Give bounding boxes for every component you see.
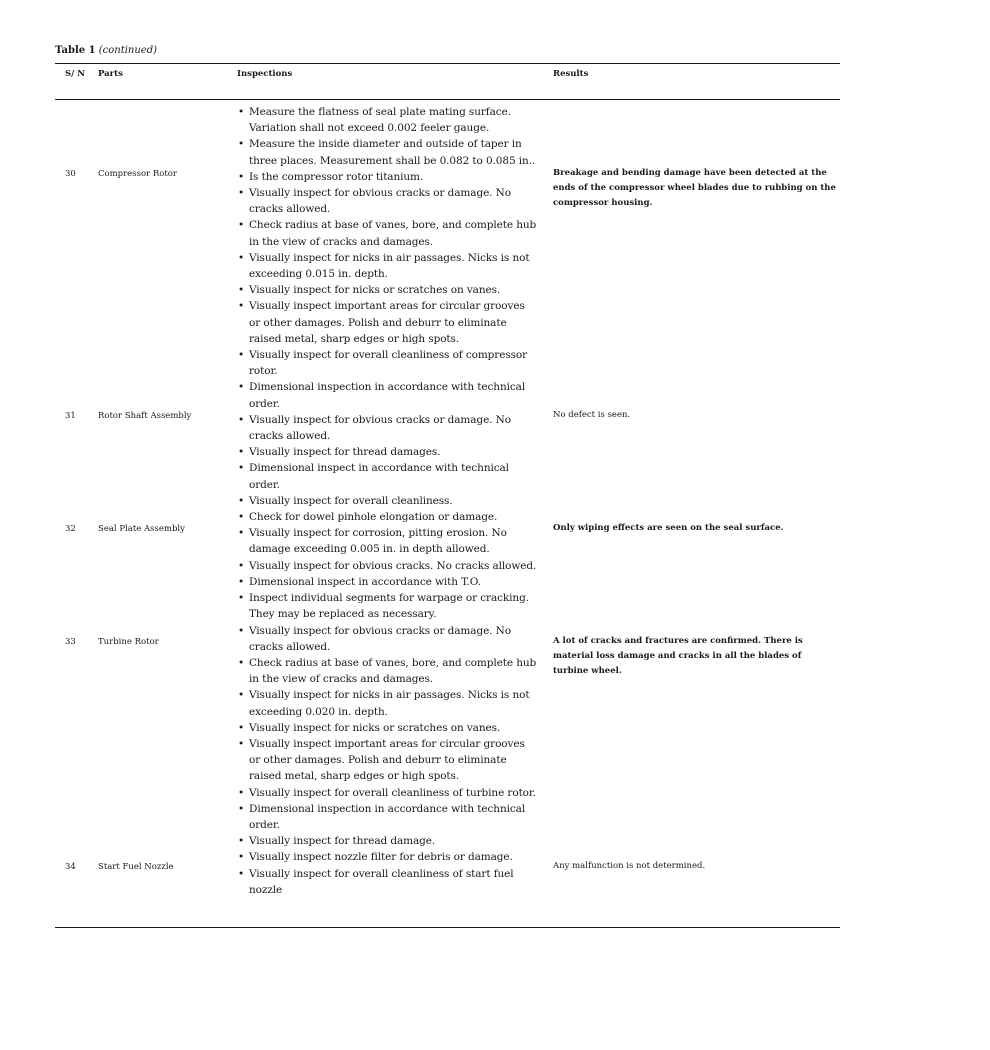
row-30-part: Compressor Rotor	[98, 169, 177, 179]
inspection-item: • Dimensional inspect in accordance with technical order.	[237, 460, 537, 492]
inspection-item: • Measure the flatness of seal plate mating surface. Variation shall not exceed 0.002 feeler gauge.	[237, 104, 537, 136]
table-header-rule	[55, 99, 840, 100]
table-top-rule	[55, 63, 840, 64]
row-34-part: Start Fuel Nozzle	[98, 862, 174, 872]
inspection-item: • Check radius at base of vanes, bore, and complete hub in the view of cracks and damages.	[237, 217, 537, 249]
inspection-item: • Check radius at base of vanes, bore, and complete hub in the view of cracks and damages.	[237, 655, 537, 687]
inspection-item: • Visually inspect for corrosion, pitting erosion. No damage exceeding 0.005 in. in depth allowed.	[237, 525, 537, 557]
row-32-result: Only wiping effects are seen on the seal surface.	[553, 523, 784, 533]
inspection-item: • Visually inspect for nicks or scratches on vanes.	[237, 282, 537, 298]
row-31-result: No defect is seen.	[553, 410, 631, 420]
row-32-sn: 32	[65, 524, 76, 534]
inspection-item: • Visually inspect for nicks in air passages. Nicks is not exceeding 0.020 in. depth.	[237, 687, 537, 719]
inspection-item: • Visually inspect for overall cleanliness of start fuel nozzle	[237, 866, 537, 898]
inspection-item: • Visually inspect for thread damage.	[237, 833, 537, 849]
inspection-item: • Visually inspect for overall cleanliness of turbine rotor.	[237, 785, 537, 801]
inspection-item: • Dimensional inspection in accordance with technical order.	[237, 379, 537, 411]
inspection-item: • Visually inspect for obvious cracks or damage. No cracks allowed.	[237, 623, 537, 655]
inspection-item: • Dimensional inspection in accordance with technical order.	[237, 801, 537, 833]
row-30-result: Breakage and bending damage have been detected at the ends of the compressor wheel blades due to rubbing on the compressor housing.	[553, 168, 836, 208]
header-inspections: Inspections	[237, 69, 293, 79]
header-sn: S/ N	[65, 69, 85, 79]
row-30-sn: 30	[65, 169, 76, 179]
inspection-item: • Inspect individual segments for warpage or cracking. They may be replaced as necessary.	[237, 590, 537, 622]
row-31-part: Rotor Shaft Assembly	[98, 411, 192, 421]
inspection-item: • Visually inspect for obvious cracks. No cracks allowed.	[237, 558, 537, 574]
table-continued-note: (continued)	[98, 45, 158, 56]
inspection-item: • Visually inspect for nicks or scratches on vanes.	[237, 720, 537, 736]
inspection-list	[237, 104, 537, 898]
inspections-column	[237, 104, 537, 898]
inspection-item: • Dimensional inspect in accordance with T.O.	[237, 574, 537, 590]
row-32-part: Seal Plate Assembly	[98, 524, 185, 534]
inspection-item: • Visually inspect for overall cleanliness.	[237, 493, 537, 509]
inspection-item: • Visually inspect important areas for circular grooves or other damages. Polish and deburr to eliminate raised metal, sharp edges or high spots.	[237, 298, 537, 347]
inspection-item: • Is the compressor rotor titanium.	[237, 169, 537, 185]
table-label: Table 1	[55, 45, 96, 56]
header-parts: Parts	[98, 69, 123, 79]
table-bottom-rule	[55, 927, 840, 928]
inspection-item: • Visually inspect for obvious cracks or damage. No cracks allowed.	[237, 185, 537, 217]
inspection-item: • Measure the inside diameter and outside of taper in three places. Measurement shall be 0.082 to 0.085 in..	[237, 136, 537, 168]
table-caption	[55, 44, 157, 58]
row-33-part: Turbine Rotor	[98, 637, 159, 647]
header-results: Results	[553, 69, 589, 79]
inspection-item: • Visually inspect for nicks in air passages. Nicks is not exceeding 0.015 in. depth.	[237, 250, 537, 282]
inspection-item: • Check for dowel pinhole elongation or damage.	[237, 509, 537, 525]
inspection-item: • Visually inspect nozzle filter for debris or damage.	[237, 849, 537, 865]
inspection-item: • Visually inspect for overall cleanliness of compressor rotor.	[237, 347, 537, 379]
inspection-item: • Visually inspect for obvious cracks or damage. No cracks allowed.	[237, 412, 537, 444]
row-33-sn: 33	[65, 637, 76, 647]
row-31-sn: 31	[65, 411, 76, 421]
row-34-sn: 34	[65, 862, 76, 872]
row-33-result: A lot of cracks and fractures are confirmed. There is material loss damage and cracks in all the blades of turbine wheel.	[553, 636, 803, 676]
inspection-item: • Visually inspect important areas for circular grooves or other damages. Polish and deburr to eliminate raised metal, sharp edges or high spots.	[237, 736, 537, 785]
row-34-result: Any malfunction is not determined.	[553, 861, 706, 871]
inspection-item: • Visually inspect for thread damages.	[237, 444, 537, 460]
